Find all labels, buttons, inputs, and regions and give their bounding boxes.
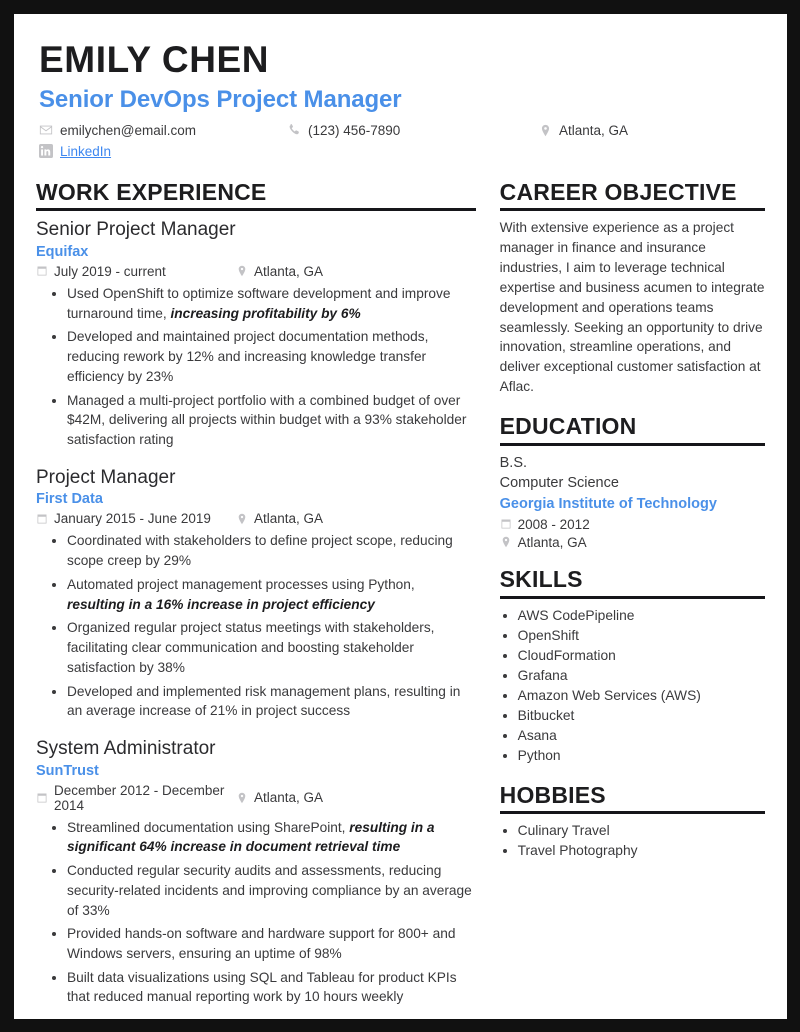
- contact-location: [539, 123, 762, 138]
- career-objective-heading: CAREER OBJECTIVE: [499, 178, 737, 205]
- resume-document: [14, 14, 787, 1019]
- job-dates: December 2012 - December 2014: [54, 782, 225, 813]
- job-meta: [36, 783, 476, 813]
- list-item: • OpenShift: [518, 626, 765, 646]
- job-meta: [36, 264, 476, 279]
- list-item: • Bitbucket: [518, 706, 765, 726]
- bullet-text: Used OpenShift to optimize software development and improve turnaround time,: [67, 285, 451, 321]
- list-item: • Culinary Travel: [518, 821, 765, 841]
- job-entry: [36, 466, 476, 721]
- bullet-item: [67, 967, 476, 1007]
- hobbies-list: [500, 821, 765, 861]
- career-objective-text: With extensive experience as a project manager in finance and insurance industries, I aim to leverage technical expertise and business acumen to integrate development and operations teams seamlessly. Seeking an opportunity to drive innovation, streamline operations, and deliver exceptional customer satisfaction at Aflac.: [499, 220, 765, 395]
- contact-email[interactable]: [39, 123, 287, 138]
- contact-linkedin[interactable]: [39, 144, 287, 159]
- job-company: First Data: [36, 491, 103, 508]
- job-dates: July 2019 - current: [54, 263, 166, 279]
- bullet-item: [67, 390, 476, 450]
- list-item: • Grafana: [518, 666, 765, 686]
- email-text: emilychen@email.com: [60, 122, 196, 138]
- resume-header: [36, 40, 765, 159]
- bullet-text: Built data visualizations using SQL and Tableau for product KPIs that reduced manual reporting work by 10 hours weekly: [67, 969, 457, 1005]
- bullet-text: Developed and implemented risk management plans, resulting in an average increase of 21% in project success: [67, 683, 461, 719]
- calendar-icon: [36, 265, 48, 277]
- bullet-text: Automated project management processes using Python,: [67, 576, 415, 592]
- education-degree: B.S.: [499, 454, 528, 471]
- job-role: System Administrator: [36, 737, 216, 759]
- email-icon: [39, 123, 53, 137]
- location-pin-icon: [236, 513, 248, 525]
- job-dates-group: [36, 511, 236, 526]
- bullet-emphasis: resulting in a significant 64% increase in document retrieval time: [67, 819, 435, 855]
- candidate-job-title: Senior DevOps Project Manager: [39, 85, 402, 113]
- candidate-name: EMILY CHEN: [39, 39, 270, 80]
- linkedin-link[interactable]: LinkedIn: [60, 143, 112, 159]
- section-divider: [500, 811, 765, 814]
- section-divider: [500, 208, 765, 211]
- contact-info: [39, 123, 762, 159]
- linkedin-icon: [39, 144, 53, 158]
- bullet-item: [67, 326, 476, 386]
- bullet-text: Coordinated with stakeholders to define project scope, reducing scope creep by 29%: [67, 533, 453, 569]
- bullet-item: [67, 283, 476, 323]
- job-meta: [36, 511, 476, 526]
- job-location-group: [236, 264, 323, 279]
- bullet-item: [67, 681, 476, 721]
- job-bullets: [36, 817, 476, 1007]
- job-entry: [36, 218, 476, 450]
- list-item: • Travel Photography: [518, 841, 765, 861]
- bullet-text: Organized regular project status meetings with stakeholders, facilitating clear communication and boosting stakeholder satisfaction by 38%: [67, 620, 435, 675]
- right-column: [494, 179, 765, 878]
- left-column: [36, 179, 494, 1011]
- bullet-emphasis: increasing profitability by 6%: [170, 305, 361, 321]
- bullet-text: Developed and maintained project documentation methods, reducing rework by 12% and increasing knowledge transfer efficiency by 23%: [67, 329, 429, 384]
- job-dates: January 2015 - June 2019: [54, 511, 211, 527]
- resume-body: [36, 179, 765, 1011]
- list-item: • AWS CodePipeline: [518, 606, 765, 626]
- work-experience-heading: WORK EXPERIENCE: [36, 178, 267, 205]
- job-entry: [36, 737, 476, 1007]
- bullet-text: Streamlined documentation using SharePoint,: [67, 819, 350, 835]
- bullet-item: [67, 617, 476, 677]
- location-text: Atlanta, GA: [559, 122, 629, 138]
- calendar-icon: [500, 518, 512, 530]
- job-bullets: [36, 283, 476, 450]
- section-divider: [36, 208, 476, 211]
- skills-list: [500, 606, 765, 766]
- location-pin-icon: [539, 124, 552, 137]
- skills-section: [500, 566, 765, 766]
- education-location: Atlanta, GA: [517, 534, 587, 550]
- job-role: Senior Project Manager: [36, 219, 236, 241]
- calendar-icon: [36, 513, 48, 525]
- phone-icon: [287, 123, 301, 137]
- bullet-item: [67, 817, 476, 857]
- career-objective-section: [500, 179, 765, 397]
- bullet-item: [67, 923, 476, 963]
- phone-text: (123) 456-7890: [308, 122, 401, 138]
- list-item: • Asana: [518, 726, 765, 746]
- education-section: [500, 413, 765, 550]
- bullet-text: Provided hands-on software and hardware support for 800+ and Windows servers, ensuring an uptime of 98%: [67, 926, 456, 961]
- education-school: Georgia Institute of Technology: [499, 495, 717, 512]
- job-location: Atlanta, GA: [254, 790, 324, 806]
- section-divider: [500, 596, 765, 599]
- bullet-item: [67, 574, 476, 614]
- list-item: • CloudFormation: [518, 646, 765, 666]
- job-dates-group: [36, 264, 236, 279]
- job-dates-group: [36, 783, 236, 813]
- skills-heading: SKILLS: [499, 565, 583, 592]
- job-location: Atlanta, GA: [254, 263, 324, 279]
- job-bullets: [36, 530, 476, 720]
- list-item: • Python: [518, 746, 765, 766]
- section-divider: [500, 443, 765, 446]
- contact-phone[interactable]: [287, 123, 539, 138]
- education-heading: EDUCATION: [499, 412, 637, 439]
- job-role: Project Manager: [36, 466, 176, 488]
- job-company: Equifax: [36, 243, 89, 260]
- location-pin-icon: [236, 265, 248, 277]
- bullet-item: [67, 530, 476, 570]
- hobbies-heading: HOBBIES: [499, 781, 606, 808]
- list-item: • Amazon Web Services (AWS): [518, 686, 765, 706]
- hobbies-section: [500, 782, 765, 862]
- bullet-emphasis: resulting in a 16% increase in project efficiency: [67, 596, 375, 612]
- job-location-group: [236, 511, 323, 526]
- education-field: Computer Science: [499, 475, 619, 492]
- calendar-icon: [36, 792, 48, 804]
- job-location: Atlanta, GA: [254, 511, 324, 527]
- bullet-item: [67, 860, 476, 920]
- job-location-group: [236, 790, 323, 805]
- location-pin-icon: [500, 536, 512, 548]
- bullet-text: Managed a multi-project portfolio with a combined budget of over $42M, delivering all projects within budget with a 93% stakeholder satisfaction rating: [67, 392, 467, 447]
- education-location-group: [500, 535, 765, 550]
- bullet-text: Conducted regular security audits and assessments, reducing security-related incidents and improving compliance by an average of 33%: [67, 863, 472, 918]
- education-dates-group: [500, 517, 765, 532]
- location-pin-icon: [236, 792, 248, 804]
- education-dates: 2008 - 2012: [517, 516, 590, 532]
- job-company: SunTrust: [36, 762, 99, 779]
